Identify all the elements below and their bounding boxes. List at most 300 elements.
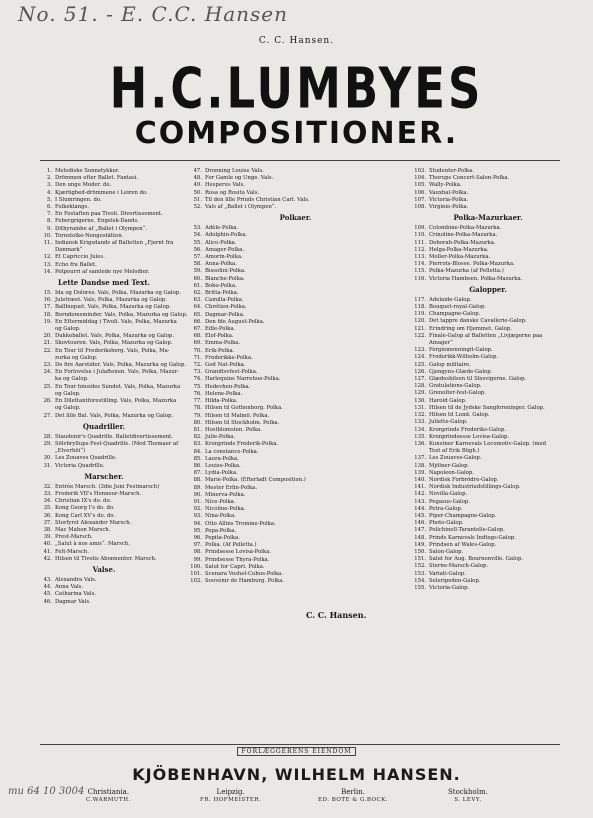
entry-number: 93. <box>193 513 202 520</box>
entry-title: Borndomsminder. Vals, Polka, Mazurka og Galop. <box>55 311 188 318</box>
entry-title: Julie-Polka. <box>205 434 236 441</box>
entry-title: Ida og Dolores. Vals, Polka, Mazurka og Galop. <box>55 290 181 297</box>
catalog-entry <box>38 527 170 534</box>
entry-number: 142. <box>414 491 426 498</box>
entry-number: 30. <box>43 455 52 462</box>
entry-title: Dithyrambe af „Ballet i Olympen“. <box>55 225 148 232</box>
entry-title: Salut for Capri. Polka. <box>205 563 265 570</box>
entry-title: Kronprindsesse Lovisa-Galop. <box>429 433 510 440</box>
entry-number: 155. <box>414 584 426 591</box>
entry-title: Gratulations-Galop. <box>429 383 482 390</box>
entry-number: 78. <box>193 405 202 412</box>
agents-row <box>0 788 593 818</box>
entry-number: 84. <box>193 448 202 455</box>
catalog-entry <box>412 318 564 325</box>
entry-title: ka og Galop. <box>55 376 89 383</box>
entry-title: En Festaften paa Tivoli. Divertissement. <box>55 211 163 218</box>
catalog-entry <box>188 564 403 571</box>
entry-title: Otto Allins Tromme-Polka. <box>205 520 276 527</box>
entry-title: Glædesbilsen til Slesvigerne. Galop. <box>429 376 527 383</box>
entry-title: Victoria Quadrille. <box>55 462 105 469</box>
section-heading: Polka-Mazurkaer. <box>453 213 523 223</box>
catalog-entry <box>38 376 170 383</box>
publisher-property-notice: FORLÆGGERENS EIENDOM <box>0 748 593 755</box>
catalog-entry <box>412 197 564 204</box>
entry-title: Finale-Galop af Balletten „Livjægerne paa <box>429 332 543 339</box>
catalog-entry <box>188 506 403 513</box>
entry-title: Prindsesse Thyra-Polka. <box>205 556 270 563</box>
entry-title: Pierrots-Blosse. Polka-Mazurka. <box>429 261 515 268</box>
entry-title: Sölvbryllups-Fest-Quadrille. (Med Themaer af <box>55 440 179 447</box>
entry-title: Hedevhen-Polka. <box>205 383 251 390</box>
entry-title: Nordisk Industriudstillings-Galop. <box>429 484 521 491</box>
entry-title: Hilsen til Gothenborg. Polka. <box>205 405 283 412</box>
entry-title: Felt-Marsch. <box>55 548 90 555</box>
entry-number: 52. <box>193 204 202 211</box>
entry-title: Louise-Polka. <box>205 462 241 469</box>
catalog-entry <box>38 505 170 512</box>
catalog-entry <box>38 448 170 455</box>
catalog-entry <box>412 455 564 462</box>
entry-number: 24. <box>43 369 52 376</box>
catalog-entry <box>38 311 188 319</box>
entry-number: 36. <box>43 512 52 519</box>
entry-title: Pegasus-Galop. <box>429 498 470 505</box>
catalog-entry <box>412 276 564 283</box>
entry-number: 27. <box>43 412 52 419</box>
entry-number: 120. <box>414 318 426 325</box>
catalog-entry <box>188 348 403 355</box>
catalog-entry <box>188 557 403 564</box>
entry-title: „Salut à nos amis“. Marsch. <box>55 541 130 548</box>
catalog-entry <box>38 247 170 254</box>
entry-title: Adèle-Polka. <box>205 225 239 232</box>
catalog-entry <box>38 204 170 211</box>
catalog-entry <box>412 448 564 455</box>
entry-title: Les Zouaves-Galop. <box>429 455 482 462</box>
entry-title: Thorups Concert-Salon-Polka. <box>429 175 510 182</box>
catalog-entry <box>412 470 564 477</box>
entry-number: 7. <box>46 211 52 218</box>
entry-number: 110. <box>414 232 426 239</box>
entry-title: Salut for Aug. Bournonville. Galop. <box>429 556 524 563</box>
entry-number: 60. <box>193 275 202 282</box>
entry-number: 59. <box>193 268 202 275</box>
entry-title: Tornstolke-Nengestätten. <box>55 232 124 239</box>
catalog-entry <box>38 520 170 527</box>
catalog-entry <box>188 168 403 175</box>
entry-title: Polka. (Af Pelletta.) <box>205 542 257 549</box>
entry-title: Mjölner-Galop. <box>429 462 470 469</box>
catalog-entry <box>38 599 170 606</box>
catalog-entry <box>38 513 170 520</box>
entry-title: Prinds Karnevals Indtogs-Galop. <box>429 534 516 541</box>
entry-number: 45. <box>43 591 52 598</box>
entry-title: Deborah-Polka-Mazurka. <box>429 239 496 246</box>
catalog-entry <box>188 528 403 535</box>
entry-title: Scenara Voshel-Cubus-Polka. <box>205 570 284 577</box>
catalog-entry <box>412 232 564 239</box>
entry-number: 123. <box>414 347 426 354</box>
catalog-entry <box>188 326 403 333</box>
catalog-entry <box>412 556 564 563</box>
catalog-entry <box>188 340 403 347</box>
catalog-entry <box>412 311 564 318</box>
entry-title: Juletræet. Vals, Polka, Mazurka og Galop. <box>55 297 167 304</box>
entry-title: Amager-Polka. <box>205 246 245 253</box>
catalog-entry <box>412 168 564 175</box>
entry-title: Petra-Galop. <box>429 505 463 512</box>
entry-title: Kong Carl XV's do. do. <box>55 512 116 519</box>
catalog-entry <box>188 542 403 549</box>
catalog-column-3 <box>412 168 564 592</box>
entry-title: I Slumringen. do. <box>55 196 102 203</box>
divider <box>40 744 560 745</box>
entry-number: 18. <box>43 311 52 318</box>
catalog-entry <box>38 190 170 197</box>
entry-number: 89. <box>193 484 202 491</box>
entry-title: Variati-Galop. <box>429 570 466 577</box>
catalog-entry <box>412 390 564 397</box>
entry-title: Fergiemenningit-Galop. <box>429 347 493 354</box>
section-heading: Marscher. <box>84 471 124 481</box>
entry-title: Vals af „Ballet i Olympen“. <box>205 204 277 211</box>
entry-title: Til den lille Prinds Christian Carl. Vals. <box>205 196 310 203</box>
entry-title: Virginie-Polka. <box>429 204 469 211</box>
entry-number: 9. <box>46 225 52 232</box>
entry-title: Emma-Polka. <box>205 340 241 347</box>
entry-title: Et Capriccio Jules. <box>55 254 105 261</box>
entry-title: Text af Erik Bögh.) <box>429 448 480 455</box>
entry-title: Novilla-Galop. <box>429 491 468 498</box>
entry-number: 69. <box>193 340 202 347</box>
entry-number: 73. <box>193 369 202 376</box>
catalog-entry <box>38 541 170 548</box>
catalog-entry <box>412 434 564 441</box>
entry-number: 103. <box>414 168 426 174</box>
entry-number: 146. <box>414 520 426 527</box>
entry-number: 88. <box>193 477 202 484</box>
entry-title: Photo-Galop. <box>429 520 464 527</box>
entry-number: 136. <box>414 440 426 447</box>
entry-title: Colombine-Polka-Mazurka. <box>429 225 502 232</box>
entry-number: 101. <box>190 570 202 577</box>
entry-number: 122. <box>414 332 426 339</box>
entry-title: Harlequins Narrehue-Polka. <box>205 376 281 383</box>
entry-title: Entrée Marsch. (3die Juni Festmarsch) <box>55 483 160 490</box>
catalog-entry <box>38 233 170 240</box>
catalog-entry <box>38 304 170 311</box>
entry-number: 97. <box>193 542 202 549</box>
catalog-entry <box>412 362 564 369</box>
entry-number: 115. <box>414 268 426 275</box>
entry-number: 5. <box>46 196 52 203</box>
entry-title: Frederik VII's Honneur-Marsch. <box>55 490 142 497</box>
catalog-entry <box>188 449 403 456</box>
entry-title: Victoria Hambsen. Polka-Mazurka. <box>429 275 523 282</box>
catalog-entry <box>412 419 564 426</box>
catalog-entry <box>412 571 564 578</box>
catalog-entry <box>412 326 564 333</box>
entry-title: Crinoline-Polka-Mazurka. <box>429 232 498 239</box>
entry-title: Christian IX's do. do. <box>55 498 112 505</box>
entry-title: Dukkeballet. Vals, Polka, Mazurka og Galop. <box>55 333 175 340</box>
entry-number: 138. <box>414 462 426 469</box>
catalog-entry <box>188 477 403 484</box>
section-heading: Quadriller. <box>82 421 126 431</box>
catalog-entry <box>38 491 170 498</box>
entry-title: Mester Erlin-Polka. <box>205 484 258 491</box>
entry-number: 118. <box>414 304 426 311</box>
entry-number: 29. <box>43 440 52 447</box>
catalog-entry <box>188 578 403 585</box>
entry-number: 92. <box>193 506 202 513</box>
entry-number: 39. <box>43 534 52 541</box>
entry-title: Piper-Champagne-Galop. <box>429 512 497 519</box>
entry-number: 82. <box>193 434 202 441</box>
entry-number: 12. <box>43 254 52 261</box>
entry-title: Hostblomsten. Polka. <box>205 426 262 433</box>
entry-number: 67. <box>193 326 202 333</box>
entry-title: og Galop. <box>55 390 81 397</box>
catalog-entry <box>38 182 170 189</box>
catalog-entry <box>188 175 403 182</box>
entry-title: Minerva-Polka. <box>205 491 246 498</box>
entry-number: 145. <box>414 512 426 519</box>
entry-number: 139. <box>414 469 426 476</box>
entry-title: Blanche-Polka. <box>205 275 245 282</box>
catalog-entry <box>38 362 187 369</box>
entry-number: 35. <box>43 505 52 512</box>
entry-number: 49. <box>193 182 202 189</box>
catalog-entry <box>412 585 564 592</box>
entry-number: 51. <box>193 196 202 203</box>
entry-number: 127. <box>414 376 426 383</box>
entry-number: 23. <box>43 362 52 369</box>
catalog-entry <box>38 391 170 398</box>
entry-title: Juliette-Galop. <box>429 419 468 426</box>
entry-title: Den unge Moder. do. <box>55 182 112 189</box>
entry-number: 149. <box>414 541 426 548</box>
catalog-entry <box>412 175 564 182</box>
catalog-entry <box>188 485 403 492</box>
entry-number: 72. <box>193 362 202 369</box>
catalog-entry <box>38 549 170 556</box>
catalog-entry <box>188 355 403 362</box>
entry-title: Drömmen efter Ballet. Fantasi. <box>55 175 139 182</box>
section-heading: Polkaer. <box>279 213 312 223</box>
entry-title: Amager“ <box>429 340 453 347</box>
section-heading: Valse. <box>92 564 116 574</box>
catalog-entry <box>188 254 403 261</box>
catalog-entry <box>38 175 170 182</box>
catalog-entry <box>412 268 564 275</box>
entry-title: Helene-Polka. <box>205 390 243 397</box>
entry-number: 141. <box>414 484 426 491</box>
entry-title: Bouquet-royal-Galop. <box>429 304 487 311</box>
catalog-entry <box>412 297 564 304</box>
entry-number: 41. <box>43 548 52 555</box>
entry-number: 134. <box>414 426 426 433</box>
catalog-entry <box>38 348 170 355</box>
entry-title: Staudenir's Quadrille. Balletdivertissement. <box>55 433 173 440</box>
entry-title: Hilsen til Tivolis Abonnenter. Marsch. <box>55 555 157 562</box>
entry-number: 147. <box>414 527 426 534</box>
entry-title: „Elverhöi“) <box>55 448 86 455</box>
section-heading: Galopper. <box>469 284 507 294</box>
catalog-entry <box>412 190 564 197</box>
catalog-entry <box>188 384 403 391</box>
entry-title: Prindsesse Lovisa-Polka. <box>205 549 272 556</box>
entry-number: 91. <box>193 498 202 505</box>
entry-number: 143. <box>414 498 426 505</box>
catalog-entry <box>38 455 170 462</box>
entry-title: Amorin-Polka. <box>205 254 243 261</box>
entry-number: 125. <box>414 361 426 368</box>
entry-title: Vauxhal-Polka. <box>429 189 469 196</box>
catalog-column-1 <box>38 168 188 606</box>
entry-number: 55. <box>193 239 202 246</box>
catalog-entry <box>188 261 403 268</box>
catalog-entry <box>412 383 564 390</box>
entry-title: Napoleon-Galop. <box>429 469 474 476</box>
catalog-entry <box>38 226 170 233</box>
entry-number: 4. <box>46 189 52 196</box>
catalog-entry <box>188 283 403 290</box>
entry-title: zurka og Galop. <box>55 354 98 361</box>
catalog-entry <box>38 318 177 326</box>
entry-title: Storfyrst Alexander Marsch. <box>55 519 132 526</box>
entry-title: En Tour til Frederiksberg. Vals, Polka, Ma- <box>55 347 170 354</box>
catalog-entry <box>412 520 564 527</box>
entry-number: 99. <box>193 556 202 563</box>
entry-title: Champagne-Galop. <box>429 311 481 318</box>
entry-title: Edle-Polka. <box>205 326 236 333</box>
entry-number: 44. <box>43 584 52 591</box>
entry-number: 86. <box>193 462 202 469</box>
entry-number: 11. <box>43 240 52 247</box>
entry-number: 124. <box>414 354 426 361</box>
catalog-entry <box>412 527 564 534</box>
entry-number: 83. <box>193 441 202 448</box>
entry-title: Salon-Galop. <box>429 548 464 555</box>
entry-number: 66. <box>193 318 202 325</box>
catalog-entry <box>188 413 403 420</box>
entry-number: 107. <box>414 196 426 203</box>
entry-title: Wally-Polka. <box>429 182 462 189</box>
entry-number: 19. <box>43 318 52 325</box>
handwritten-annotation-top: No. 51. - E. C.C. Hansen <box>18 2 288 26</box>
entry-number: 129. <box>414 390 426 397</box>
entry-number: 95. <box>193 527 202 534</box>
entry-number: 140. <box>414 476 426 483</box>
entry-number: 79. <box>193 412 202 419</box>
entry-number: 76. <box>193 390 202 397</box>
entry-title: Britta-Polka. <box>205 290 239 297</box>
entry-title: Seleripeden-Galop. <box>429 577 481 584</box>
publisher-credit-middle: C. C. Hansen. <box>306 610 367 620</box>
entry-number: 100. <box>190 563 202 570</box>
catalog-entry <box>38 405 170 412</box>
entry-title: Mac Mahon Marsch. <box>55 526 111 533</box>
entry-number: 53. <box>193 225 202 232</box>
agent-3: Berlin. ED. BOTE & G.BOCK. <box>318 788 389 803</box>
entry-title: Adelaide-Galop. <box>429 296 472 303</box>
catalog-entry <box>412 549 564 556</box>
entry-number: 25. <box>43 383 52 390</box>
catalog-entry <box>412 247 564 254</box>
catalog-entry <box>188 182 403 189</box>
entry-number: 57. <box>193 254 202 261</box>
catalog-entry <box>412 204 564 211</box>
catalog-entry <box>412 354 564 361</box>
handwritten-annotation-bottom: mu 64 10 3004 <box>8 786 85 797</box>
entry-title: En Dilettantforestilling. Vals, Polka, Mazurka <box>55 398 177 405</box>
entry-number: 111. <box>414 239 426 246</box>
catalog-entry <box>188 247 403 254</box>
catalog-entry <box>188 197 403 204</box>
catalog-entry <box>412 347 564 354</box>
catalog-entry <box>412 499 564 506</box>
entry-title: Moller-Polka-Mazurka. <box>429 254 491 261</box>
entry-number: 80. <box>193 419 202 426</box>
catalog-entry <box>412 563 564 570</box>
entry-number: 90. <box>193 491 202 498</box>
entry-title: Den fde August-Polka. <box>205 318 265 325</box>
catalog-entry <box>412 513 564 520</box>
catalog-entry <box>412 182 564 189</box>
entry-title: Hesperus Vals. <box>205 182 245 189</box>
entry-number: 148. <box>414 534 426 541</box>
agent-2: Leipzig. FR. HOFMEISTER. <box>200 788 262 803</box>
entry-title: En Eftermiddag i Tivoli. Vals, Polka, Mazurka <box>55 318 177 325</box>
entry-title: De fire Aarstider. Vals, Polka, Mazurka og Galop. <box>55 362 187 369</box>
entry-number: 117. <box>414 296 426 303</box>
entry-number: 133. <box>414 419 426 426</box>
entry-title: Victoria-Galop. <box>429 584 470 591</box>
agent-4: Stockholm. S. LEVY. <box>448 788 488 803</box>
catalog-entry <box>188 463 403 470</box>
catalog-entry <box>38 556 170 563</box>
catalog-entry <box>412 369 564 376</box>
entry-title: og Galop. <box>55 326 81 333</box>
entry-number: 17. <box>43 304 52 311</box>
catalog-entry <box>412 578 564 585</box>
entry-number: 94. <box>193 520 202 527</box>
catalog-entry <box>188 521 403 528</box>
entry-title: Dagmar Vals. <box>55 598 91 605</box>
entry-title: Frederikk-Wilhelm-Galop. <box>429 354 499 361</box>
entry-title: Souvenir de Hamburg. Polka. <box>205 578 285 585</box>
entry-title: Det tappre danske Cavallerie-Galop. <box>429 318 527 325</box>
entry-title: God Nat-Polka. <box>205 362 246 369</box>
entry-title: Adolphin-Polka. <box>205 232 248 239</box>
entry-number: 13. <box>43 261 52 268</box>
entry-title: Kronprinds Frederiks-Galop. <box>429 426 507 433</box>
entry-title: Kronprinds Frederik-Polka. <box>205 441 279 448</box>
catalog-entry <box>38 211 170 218</box>
entry-title: Danmark“ <box>55 247 83 254</box>
entry-number: 63. <box>193 297 202 304</box>
entry-number: 144. <box>414 505 426 512</box>
entry-title: Frederikke-Polka. <box>205 354 253 361</box>
catalog-entry <box>412 398 564 405</box>
entry-title: Laura-Polka. <box>205 455 239 462</box>
entry-title: Pepita-Polka. <box>205 534 240 541</box>
catalog-entry <box>412 484 564 491</box>
entry-number: 130. <box>414 397 426 404</box>
entry-title: Bobo-Polka. <box>205 282 237 289</box>
